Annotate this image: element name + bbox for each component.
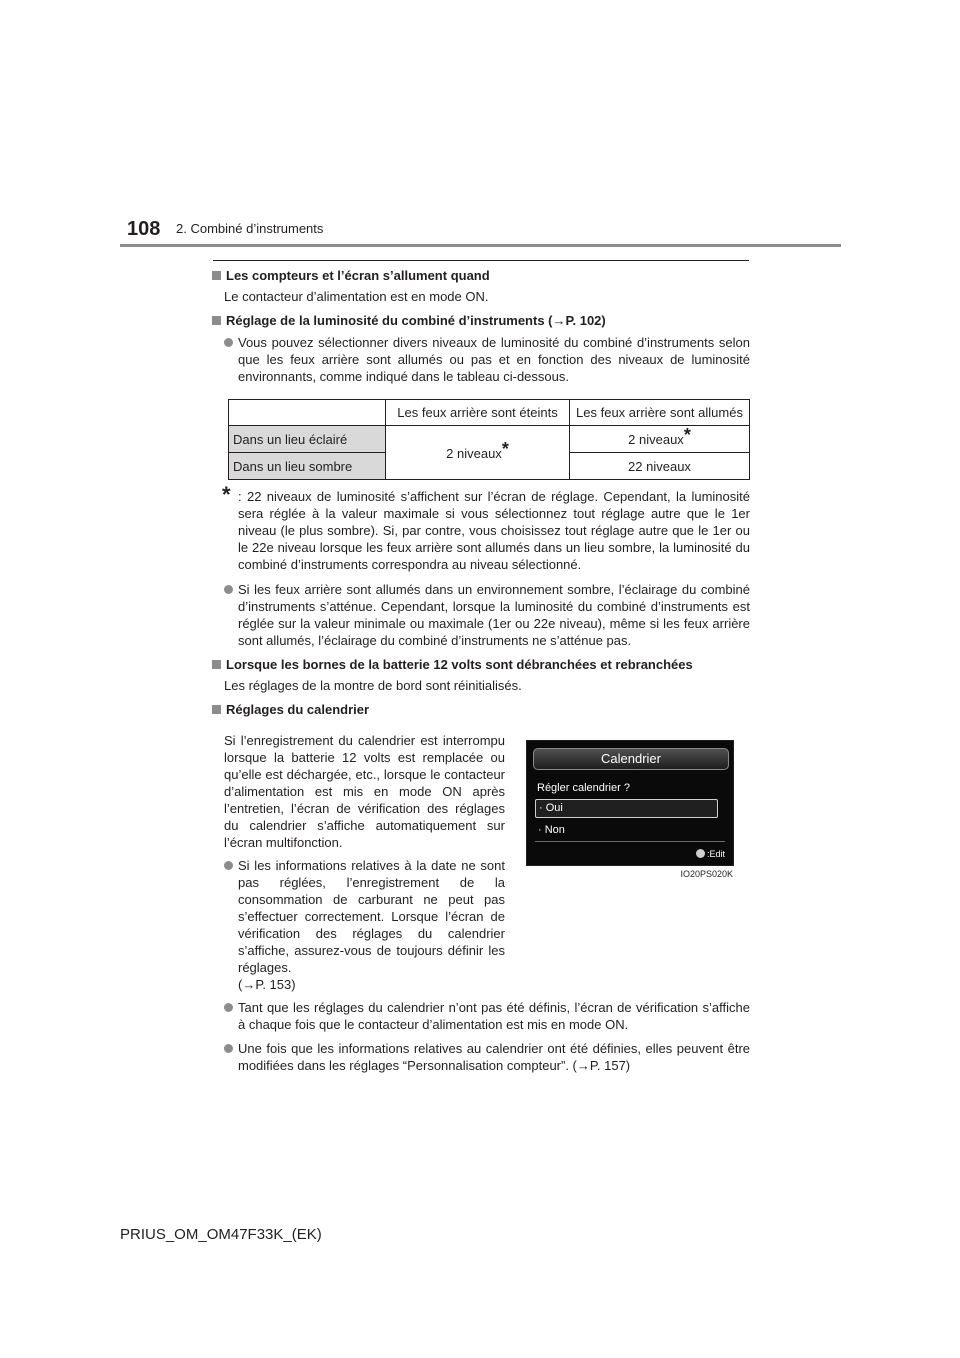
asterisk-mark: * — [683, 425, 691, 445]
table-header-row — [229, 400, 750, 426]
paragraph-battery: Les réglages de la montre de bord sont réinitialisés. — [224, 678, 522, 693]
screen-divider — [535, 841, 725, 842]
screen-edit-hint: :Edit — [696, 846, 725, 863]
bullet-dimming: Si les feux arrière sont allumés dans un environnement sombre, l’éclairage du combiné d’instruments s’atténue. Cependant, lorsque la luminosité du combiné d’instruments est réglée sur la valeur minimale ou maximale (1er ou 22e niveau), même si les feux arrière sont allumés, l’éclairage du combiné d’instruments ne s’atténue pas. — [212, 581, 750, 649]
page-number: 108 — [127, 218, 161, 240]
bullet-verification-screen: Tant que les réglages du calendrier n’ont pas été définis, l’écran de vérification s’affiche à chaque fois que le contacteur d’alimentation est mis en mode ON. — [212, 999, 750, 1033]
bullet-brightness-levels: Vous pouvez sélectionner divers niveaux de luminosité du combiné d’instruments selon que les feux arrière sont allumés ou pas et en fonction des niveaux de luminosité environnants, comme indiqué dans le tableau ci-dessous. — [212, 334, 750, 385]
square-marker-icon — [212, 660, 221, 669]
header-rule — [120, 244, 841, 247]
section-rule — [213, 260, 749, 261]
asterisk-mark: * — [501, 438, 509, 459]
heading-calendar: Réglages du calendrier — [212, 701, 750, 718]
chapter-title: 2. Combiné d’instruments — [176, 221, 324, 236]
bullet-dot-icon — [224, 338, 233, 347]
square-marker-icon — [212, 705, 221, 714]
document-code: PRIUS_OM_OM47F33K_(EK) — [120, 1226, 322, 1243]
screen-option-no: · Non — [538, 824, 565, 836]
screen-option-yes: · Oui — [535, 799, 718, 818]
bullet-dot-icon — [224, 1044, 233, 1053]
calendar-section — [212, 732, 750, 993]
screen-title: Calendrier — [533, 748, 729, 770]
table-cell-merged: 2 niveaux* — [386, 426, 570, 480]
paragraph-calendar: Si l’enregistrement du calendrier est interrompu lorsque la batterie 12 volts est remplacée ou qu’elle est déchargée, etc., lorsque le contacteur d’alimentation est mis en mode ON après l’entretien, l’écran de vérification des réglages du calendrier s’affiche automatiquement sur l’écran multifonction. — [224, 733, 505, 850]
bullet-date-info: Si les informations relatives à la date ne sont pas réglées, l’enregistrement de la consommation de carburant ne peut pas s’effectuer correctement. Lorsque l’écran de vérification des réglages du calendrier s’affiche, assurez-vous de toujours définir les réglages. (→P. 153) — [212, 857, 505, 993]
col-header-lights-off: Les feux arrière sont éteints — [386, 400, 570, 426]
table-footnote: * : 22 niveaux de luminosité s’affichent sur l’écran de réglage. Cependant, la luminosité sera réglée à la valeur maximale si vous sélectionnez tout réglage autre que le 1er niveau (le plus sombre). Si, par contre, vous choisissez tout réglage autre que le 1er ou le 22e niveau lorsque les feux arrière sont allumés dans un lieu sombre, la luminosité du combiné d’instruments correspondra au niveau sélectionné. — [222, 482, 750, 572]
calendar-screen-image — [526, 740, 734, 877]
calendar-text-column — [212, 732, 505, 993]
table-corner-cell — [229, 400, 386, 426]
heading-battery: Lorsque les bornes de la batterie 12 volts sont débranchées et rebranchées — [212, 656, 750, 673]
heading-brightness: Réglage de la luminosité du combiné d’instruments (→P. 102) — [212, 312, 750, 329]
bullet-dot-icon — [224, 585, 233, 594]
image-code: IO20PS020K — [680, 869, 733, 879]
brightness-table — [228, 399, 750, 480]
multi-info-display — [526, 740, 734, 866]
col-header-lights-on: Les feux arrière sont allumés — [570, 400, 750, 426]
bullet-customization: Une fois que les informations relatives au calendrier ont été définies, elles peuvent être modifiées dans les réglages “Personnalisation compteur”. (→P. 157) — [212, 1040, 750, 1074]
bullet-dot-icon — [224, 1003, 233, 1012]
asterisk-mark: * — [222, 482, 231, 507]
page-content — [212, 267, 750, 1074]
row-header-bright: Dans un lieu éclairé — [229, 426, 386, 453]
heading-counters-on: Les compteurs et l’écran s’allument quand — [212, 267, 750, 284]
table-row — [229, 426, 750, 453]
square-marker-icon — [212, 316, 221, 325]
square-marker-icon — [212, 271, 221, 280]
dial-icon — [696, 849, 705, 858]
row-header-dark: Dans un lieu sombre — [229, 453, 386, 480]
table-cell: 22 niveaux — [570, 453, 750, 480]
bullet-dot-icon — [224, 861, 233, 870]
table-cell: 2 niveaux* — [570, 426, 750, 453]
screen-question: Régler calendrier ? — [537, 782, 630, 794]
paragraph-counters-on: Le contacteur d’alimentation est en mode ON. — [224, 289, 489, 304]
